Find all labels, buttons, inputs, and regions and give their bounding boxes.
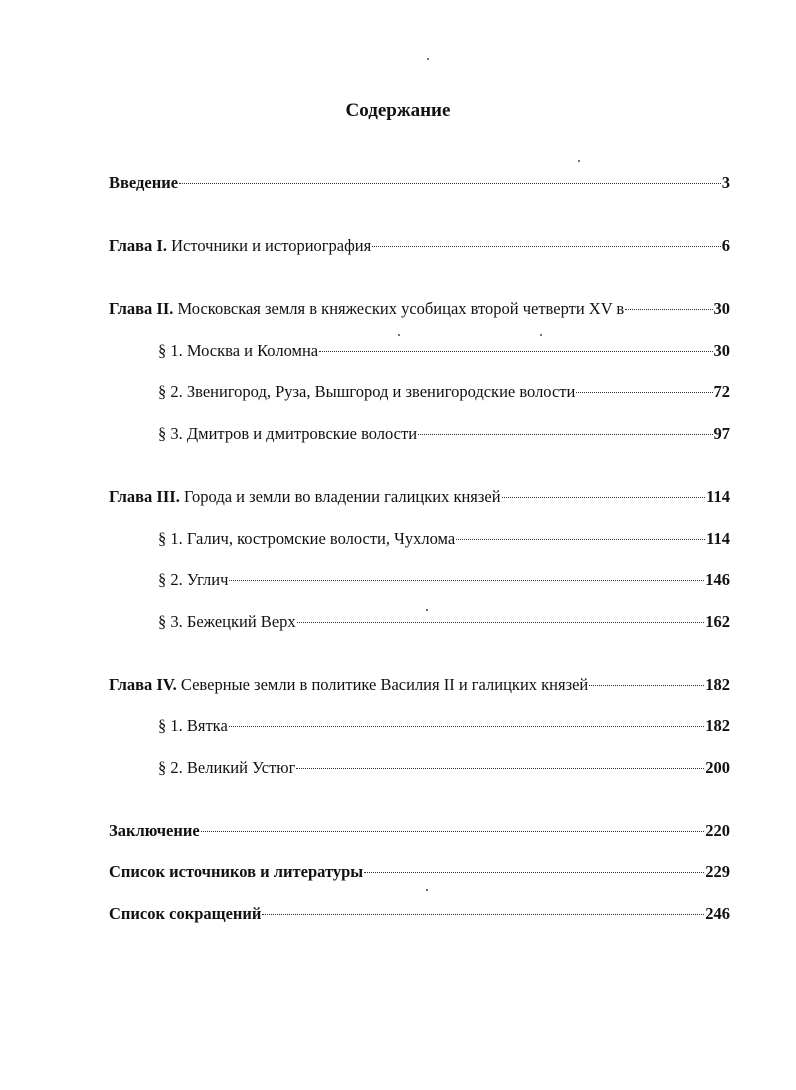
dot-leader: [319, 351, 712, 352]
dot-leader: [372, 246, 721, 247]
dot-leader: [625, 309, 712, 310]
toc-page-number: 200: [705, 758, 730, 777]
scan-speck: [398, 334, 400, 336]
toc-entry-introduction: [109, 172, 730, 194]
scan-speck: [426, 889, 428, 891]
toc-entry-section-3-2: [158, 569, 730, 591]
scan-speck: [427, 58, 429, 60]
toc-entry-chapter-1: [109, 235, 730, 257]
toc-page-number: 6: [721, 236, 730, 255]
toc-page-number: 114: [706, 529, 730, 548]
toc-entry-label: Список источников и литературы: [109, 862, 364, 881]
toc-page-number: 182: [705, 675, 730, 694]
toc-entry-label: § 2. Углич: [158, 570, 229, 589]
toc-entry-label: § 1. Вятка: [158, 716, 228, 735]
toc-entry-label: § 3. Бежецкий Верх: [158, 612, 296, 631]
dot-leader: [502, 497, 706, 498]
toc-entry-label: Глава I. Источники и историография: [109, 236, 372, 255]
toc-entry-sources: [109, 861, 730, 883]
toc-entry-section-4-2: [158, 757, 730, 779]
dot-leader: [201, 831, 705, 832]
toc-page-number: 30: [713, 341, 730, 360]
scan-speck: [578, 160, 580, 162]
toc-entry-label: Список сокращений: [109, 904, 262, 923]
scan-speck: [426, 609, 428, 611]
toc-entry-label: § 1. Галич, костромские волости, Чухлома: [158, 529, 456, 548]
toc-entry-label: § 2. Великий Устюг: [158, 758, 296, 777]
toc-entry-section-2-3: [158, 423, 730, 445]
toc-entry-label: Заключение: [109, 821, 200, 840]
dot-leader: [179, 183, 721, 184]
toc-page-number: 162: [705, 612, 730, 631]
toc-entry-label: Введение: [109, 173, 179, 192]
toc-entry-section-3-3: [158, 611, 730, 633]
dot-leader: [296, 768, 704, 769]
toc-entry-chapter-2: [109, 298, 730, 320]
toc-page-number: 3: [721, 173, 730, 192]
toc-page-number: 229: [705, 862, 730, 881]
dot-leader: [589, 685, 704, 686]
dot-leader: [418, 434, 712, 435]
dot-leader: [364, 872, 704, 873]
dot-leader: [229, 580, 704, 581]
toc-entry-conclusion: [109, 820, 730, 842]
toc-page-number: 182: [705, 716, 730, 735]
scan-speck: [540, 334, 542, 336]
toc-page-number: 146: [705, 570, 730, 589]
toc-page-number: 220: [705, 821, 730, 840]
toc-entry-abbreviations: [109, 903, 730, 925]
toc-entry-section-4-1: [158, 715, 730, 737]
toc-page-number: 30: [713, 299, 730, 318]
toc-entry-label: § 2. Звенигород, Руза, Вышгород и звенигородские волости: [158, 382, 576, 401]
page-title: Содержание: [345, 100, 451, 121]
toc-entry-section-2-1: [158, 340, 730, 362]
toc-entry-section-2-2: [158, 381, 730, 403]
dot-leader: [297, 622, 705, 623]
toc-page-number: 97: [713, 424, 730, 443]
toc-page-number: 246: [705, 904, 730, 923]
toc-entry-label: Глава III. Города и земли во владении галицких князей: [109, 487, 501, 506]
toc-entry-chapter-4: [109, 674, 730, 696]
toc-entry-label: § 1. Москва и Коломна: [158, 341, 319, 360]
dot-leader: [456, 539, 705, 540]
dot-leader: [576, 392, 712, 393]
toc-entry-chapter-3: [109, 486, 730, 508]
toc-entry-section-3-1: [158, 528, 730, 550]
toc-page-number: 114: [706, 487, 730, 506]
toc-entry-label: Глава IV. Северные земли в политике Василия II и галицких князей: [109, 675, 589, 694]
toc-page-number: 72: [713, 382, 730, 401]
toc-entry-label: § 3. Дмитров и дмитровские волости: [158, 424, 418, 443]
toc-entry-label: Глава II. Московская земля в княжеских усобицах второй четверти XV в: [109, 299, 625, 318]
dot-leader: [262, 914, 704, 915]
dot-leader: [229, 726, 704, 727]
